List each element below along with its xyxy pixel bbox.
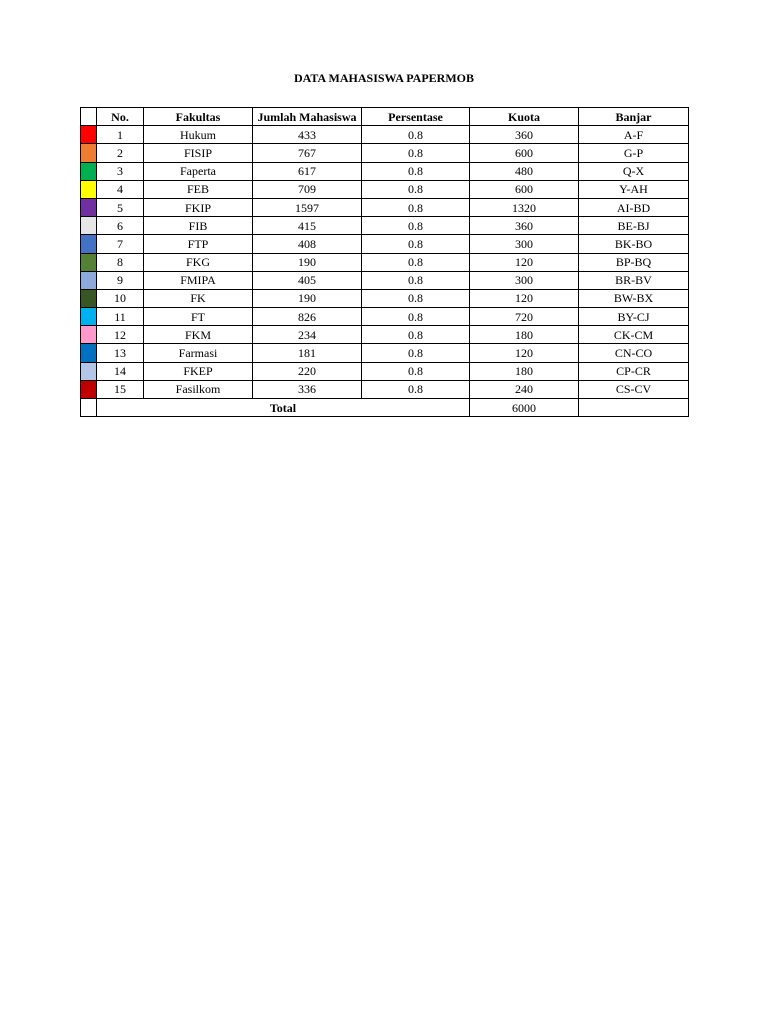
cell-no: 1 [97, 126, 144, 144]
cell-fakultas: Hukum [144, 126, 253, 144]
cell-jumlah: 190 [253, 253, 362, 271]
cell-no: 14 [97, 362, 144, 380]
cell-kuota: 360 [470, 217, 579, 235]
table-row [81, 380, 689, 398]
color-swatch [81, 126, 97, 144]
color-swatch [81, 326, 97, 344]
cell-no: 4 [97, 180, 144, 198]
color-swatch [81, 198, 97, 216]
color-swatch [81, 344, 97, 362]
table-row [81, 308, 689, 326]
cell-banjar: AI-BD [579, 198, 689, 216]
header-no: No. [97, 108, 144, 126]
cell-kuota: 180 [470, 362, 579, 380]
cell-persentase: 0.8 [362, 144, 470, 162]
table-row [81, 344, 689, 362]
header-banjar: Banjar [579, 108, 689, 126]
cell-kuota: 600 [470, 180, 579, 198]
cell-kuota: 120 [470, 344, 579, 362]
cell-fakultas: Farmasi [144, 344, 253, 362]
cell-jumlah: 220 [253, 362, 362, 380]
cell-banjar: G-P [579, 144, 689, 162]
cell-persentase: 0.8 [362, 380, 470, 398]
table-row [81, 289, 689, 307]
cell-banjar: CS-CV [579, 380, 689, 398]
color-swatch [81, 271, 97, 289]
cell-no: 15 [97, 380, 144, 398]
table-row [81, 271, 689, 289]
cell-fakultas: FKIP [144, 198, 253, 216]
cell-persentase: 0.8 [362, 198, 470, 216]
cell-fakultas: FKG [144, 253, 253, 271]
color-swatch [81, 162, 97, 180]
cell-persentase: 0.8 [362, 344, 470, 362]
cell-banjar: Y-AH [579, 180, 689, 198]
total-label: Total [97, 399, 470, 417]
cell-kuota: 120 [470, 289, 579, 307]
cell-jumlah: 190 [253, 289, 362, 307]
total-banjar [579, 399, 689, 417]
color-swatch [81, 144, 97, 162]
cell-banjar: BE-BJ [579, 217, 689, 235]
cell-fakultas: FTP [144, 235, 253, 253]
cell-no: 11 [97, 308, 144, 326]
total-swatch-cell [81, 399, 97, 417]
cell-no: 5 [97, 198, 144, 216]
cell-fakultas: FISIP [144, 144, 253, 162]
header-jumlah: Jumlah Mahasiswa [253, 108, 362, 126]
table-row [81, 144, 689, 162]
cell-fakultas: FKEP [144, 362, 253, 380]
cell-fakultas: FEB [144, 180, 253, 198]
color-swatch [81, 362, 97, 380]
color-header [81, 108, 97, 126]
color-swatch [81, 253, 97, 271]
cell-banjar: CK-CM [579, 326, 689, 344]
cell-jumlah: 709 [253, 180, 362, 198]
table-row [81, 253, 689, 271]
cell-kuota: 360 [470, 126, 579, 144]
cell-kuota: 240 [470, 380, 579, 398]
cell-banjar: BW-BX [579, 289, 689, 307]
cell-no: 3 [97, 162, 144, 180]
cell-jumlah: 617 [253, 162, 362, 180]
cell-jumlah: 415 [253, 217, 362, 235]
color-swatch [81, 235, 97, 253]
color-swatch [81, 308, 97, 326]
cell-persentase: 0.8 [362, 308, 470, 326]
cell-no: 13 [97, 344, 144, 362]
cell-kuota: 300 [470, 235, 579, 253]
total-kuota: 6000 [470, 399, 579, 417]
color-swatch [81, 289, 97, 307]
cell-banjar: CN-CO [579, 344, 689, 362]
data-table [80, 107, 689, 417]
cell-fakultas: FIB [144, 217, 253, 235]
table-row [81, 217, 689, 235]
cell-kuota: 180 [470, 326, 579, 344]
cell-fakultas: FMIPA [144, 271, 253, 289]
table-row [81, 362, 689, 380]
cell-banjar: BR-BV [579, 271, 689, 289]
header-kuota: Kuota [470, 108, 579, 126]
header-row [81, 108, 689, 126]
cell-jumlah: 405 [253, 271, 362, 289]
cell-persentase: 0.8 [362, 253, 470, 271]
cell-no: 9 [97, 271, 144, 289]
cell-kuota: 480 [470, 162, 579, 180]
cell-persentase: 0.8 [362, 180, 470, 198]
cell-persentase: 0.8 [362, 126, 470, 144]
cell-jumlah: 767 [253, 144, 362, 162]
table-row [81, 162, 689, 180]
color-swatch [81, 180, 97, 198]
cell-persentase: 0.8 [362, 326, 470, 344]
cell-kuota: 1320 [470, 198, 579, 216]
cell-no: 7 [97, 235, 144, 253]
cell-persentase: 0.8 [362, 217, 470, 235]
cell-jumlah: 234 [253, 326, 362, 344]
table-row [81, 198, 689, 216]
cell-no: 10 [97, 289, 144, 307]
cell-fakultas: FKM [144, 326, 253, 344]
cell-banjar: BP-BQ [579, 253, 689, 271]
cell-jumlah: 181 [253, 344, 362, 362]
cell-jumlah: 336 [253, 380, 362, 398]
cell-persentase: 0.8 [362, 271, 470, 289]
table-row [81, 180, 689, 198]
cell-fakultas: FK [144, 289, 253, 307]
total-row [81, 399, 689, 417]
cell-fakultas: FT [144, 308, 253, 326]
cell-banjar: Q-X [579, 162, 689, 180]
color-swatch [81, 217, 97, 235]
cell-kuota: 720 [470, 308, 579, 326]
cell-jumlah: 826 [253, 308, 362, 326]
cell-banjar: BK-BO [579, 235, 689, 253]
cell-kuota: 600 [470, 144, 579, 162]
cell-banjar: BY-CJ [579, 308, 689, 326]
cell-persentase: 0.8 [362, 162, 470, 180]
cell-fakultas: Fasilkom [144, 380, 253, 398]
cell-no: 2 [97, 144, 144, 162]
cell-no: 8 [97, 253, 144, 271]
header-persentase: Persentase [362, 108, 470, 126]
cell-kuota: 120 [470, 253, 579, 271]
cell-no: 6 [97, 217, 144, 235]
cell-jumlah: 408 [253, 235, 362, 253]
color-swatch [81, 380, 97, 398]
table-row [81, 326, 689, 344]
table-body [81, 126, 689, 399]
cell-banjar: CP-CR [579, 362, 689, 380]
cell-jumlah: 433 [253, 126, 362, 144]
cell-persentase: 0.8 [362, 235, 470, 253]
table-row [81, 126, 689, 144]
cell-fakultas: Faperta [144, 162, 253, 180]
cell-banjar: A-F [579, 126, 689, 144]
cell-kuota: 300 [470, 271, 579, 289]
cell-persentase: 0.8 [362, 289, 470, 307]
page-title: DATA MAHASISWA PAPERMOB [293, 71, 474, 85]
table-row [81, 235, 689, 253]
cell-persentase: 0.8 [362, 362, 470, 380]
cell-no: 12 [97, 326, 144, 344]
cell-jumlah: 1597 [253, 198, 362, 216]
header-fakultas: Fakultas [144, 108, 253, 126]
